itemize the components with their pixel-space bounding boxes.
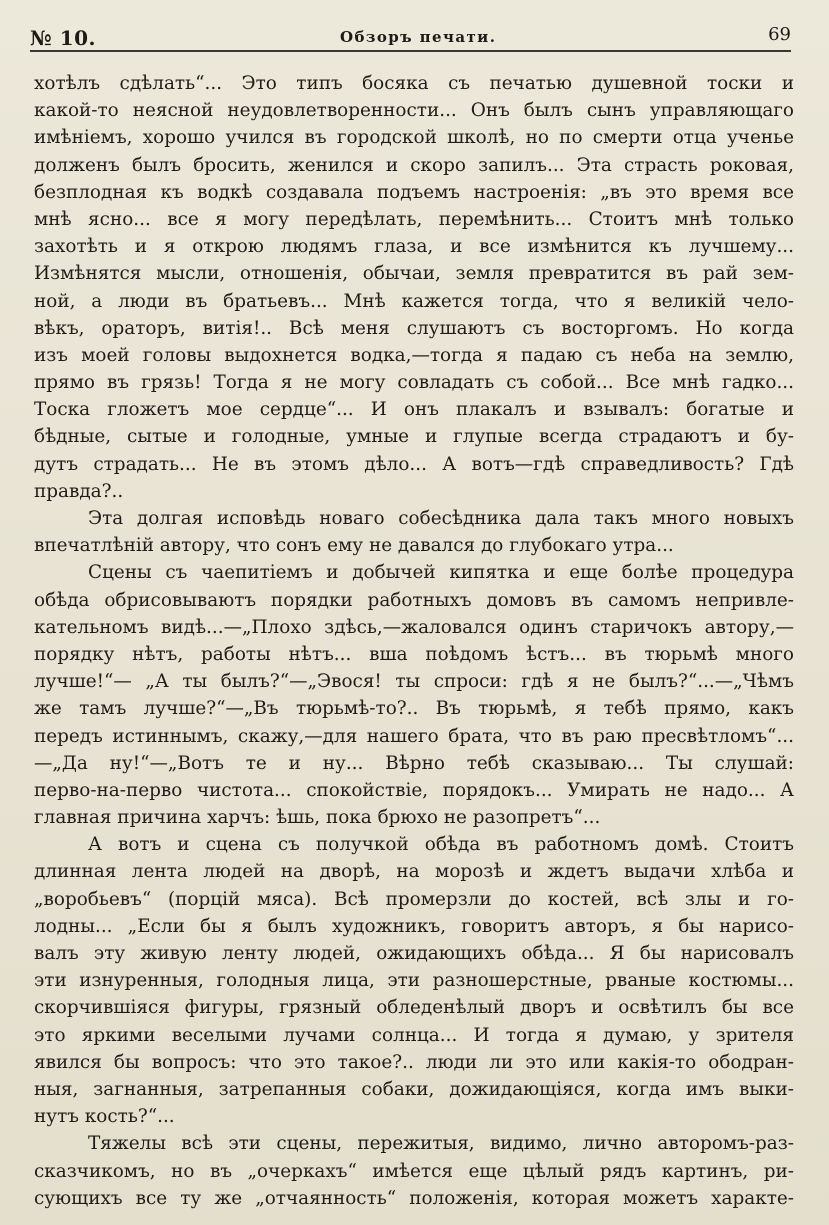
page-header [30, 22, 791, 50]
text-line: прямо въ грязь! Тогда я не могу совладать съ собой... Все мнѣ гадко... [34, 372, 794, 394]
text-line: захотѣть и я открою людямъ глаза, и все измѣнится къ лучшему... [34, 236, 794, 258]
paragraph-start-line: Тяжелы всѣ эти сцены, пережитыя, видимо, лично авторомъ-раз- [88, 1133, 794, 1155]
text-line: перво-на-перво чистота... спокойствіе, порядокъ... Умирать не надо... А [34, 779, 794, 801]
text-line: кательномъ видѣ...—„Плохо здѣсь,—жаловался одинъ старичокъ автору,— [34, 616, 794, 638]
issue-number: № 10. [30, 26, 96, 50]
text-line: сующихъ все ту же „отчаянность“ положенія, которая можетъ характе- [34, 1187, 794, 1209]
paragraph-start-line: А вотъ и сцена съ получкой обѣда въ работномъ домѣ. Стоитъ [88, 834, 794, 856]
header-rule [30, 50, 791, 52]
text-line: обѣда обрисовываютъ порядки работныхъ домовъ въ самомъ непривле- [34, 589, 794, 611]
text-line: ныя, загнанныя, затрепанныя собаки, дожидающіяся, когда имъ выки- [34, 1078, 794, 1100]
text-line: вѣкъ, ораторъ, витія!.. Всѣ меня слушаютъ съ восторгомъ. Но когда [34, 317, 794, 339]
text-line: безплодная къ водкѣ создавала подъемъ настроенія: „въ это время все [34, 181, 794, 203]
text-line: валъ эту живую ленту людей, ожидающихъ обѣда... Я бы нарисовалъ [34, 943, 794, 964]
text-line: бѣдные, сытые и голодные, умные и глупые всегда страдаютъ и бу- [34, 426, 794, 448]
text-line: правда?.. [34, 480, 124, 502]
text-line: изъ моей головы выдохнется водка,—тогда я падаю съ неба на землю, [34, 344, 794, 366]
text-line: впечатлѣній автору, что сонъ ему не давался до глубокаго утра... [34, 535, 674, 557]
text-line: какой-то неясной неудовлетворенности... Онъ былъ сынъ управляющаго [34, 100, 794, 122]
text-line: нутъ кость?“... [34, 1106, 175, 1128]
text-line: хотѣлъ сдѣлать“... Это типъ босяка съ печатью душевной тоски и [34, 73, 794, 94]
text-line: мнѣ ясно... все я могу передѣлать, перемѣнить... Стоитъ мнѣ только [34, 208, 794, 230]
text-line: это яркими веселыми лучами солнца... И тогда я думаю, у зрителя [34, 1024, 794, 1046]
text-line: главная причина харчъ: ѣшь, пока брюхо не разопретъ“... [34, 807, 601, 829]
body-text [34, 70, 794, 1212]
text-line: эти изнуренныя, голодныя лица, эти разношерстные, рваные костюмы... [34, 970, 794, 992]
text-line: долженъ былъ бросить, женился и скоро запилъ... Эта страсть роковая, [34, 154, 794, 176]
text-line: дутъ страдать... Не въ этомъ дѣло... А вотъ—гдѣ справедливость? Гдѣ [34, 453, 794, 475]
page-number: 69 [768, 24, 791, 45]
text-line: Измѣнятся мысли, отношенія, обычаи, земля превратится въ рай зем- [34, 263, 794, 285]
running-title: Обзоръ печати. [340, 28, 497, 46]
text-line: же тамъ лучше?“—„Въ тюрьмѣ-то?.. Въ тюрьмѣ, я тебѣ прямо, какъ [34, 698, 794, 720]
paragraph-start-line: Сцены съ чаепитіемъ и добычей кипятка и еще болѣе процедура [88, 562, 794, 584]
text-line: лодны... „Если бы я былъ художникъ, говоритъ авторъ, я бы нарисо- [34, 915, 794, 937]
text-line: —„Да ну!“—„Вотъ те и ну... Вѣрно тебѣ сказываю... Ты слушай: [34, 752, 794, 774]
text-line: лучше!“— „А ты былъ?“—„Эвося! ты спроси: гдѣ я не былъ?“...—„Чѣмъ [34, 671, 794, 693]
text-line: имѣніемъ, хорошо учился въ городской школѣ, но по смерти отца ученье [34, 127, 794, 149]
text-line: порядку нѣтъ, работы нѣтъ... вша поѣдомъ ѣстъ... въ тюрьмѣ много [34, 643, 794, 665]
text-line: Тоска гложетъ мое сердце“... И онъ плакалъ и взывалъ: богатые и [34, 399, 794, 421]
text-line: передъ истиннымъ, скажу,—для нашего брата, что въ раю пресвѣтломъ“... [34, 725, 794, 747]
text-line: явился бы вопросъ: что это такое?.. люди ли это или какія-то ободран- [34, 1051, 794, 1073]
text-line: длинная лента людей на дворѣ, на морозѣ и ждетъ выдачи хлѣба и [34, 861, 794, 883]
text-line: „воробьевъ“ (порцій мяса). Всѣ промерзли до костей, всѣ злы и го- [34, 888, 794, 910]
text-line: скорчившіяся фигуры, грязный обледенѣлый дворъ и освѣтилъ бы все [34, 997, 794, 1019]
text-line: ной, а люди въ братьевъ... Мнѣ кажется тогда, что я великій чело- [34, 290, 794, 312]
text-line: сказчикомъ, но въ „очеркахъ“ имѣется еще цѣлый рядъ картинъ, ри- [34, 1160, 794, 1182]
paragraph-start-line: Эта долгая исповѣдь новаго собесѣдника дала такъ много новыхъ [88, 508, 794, 529]
